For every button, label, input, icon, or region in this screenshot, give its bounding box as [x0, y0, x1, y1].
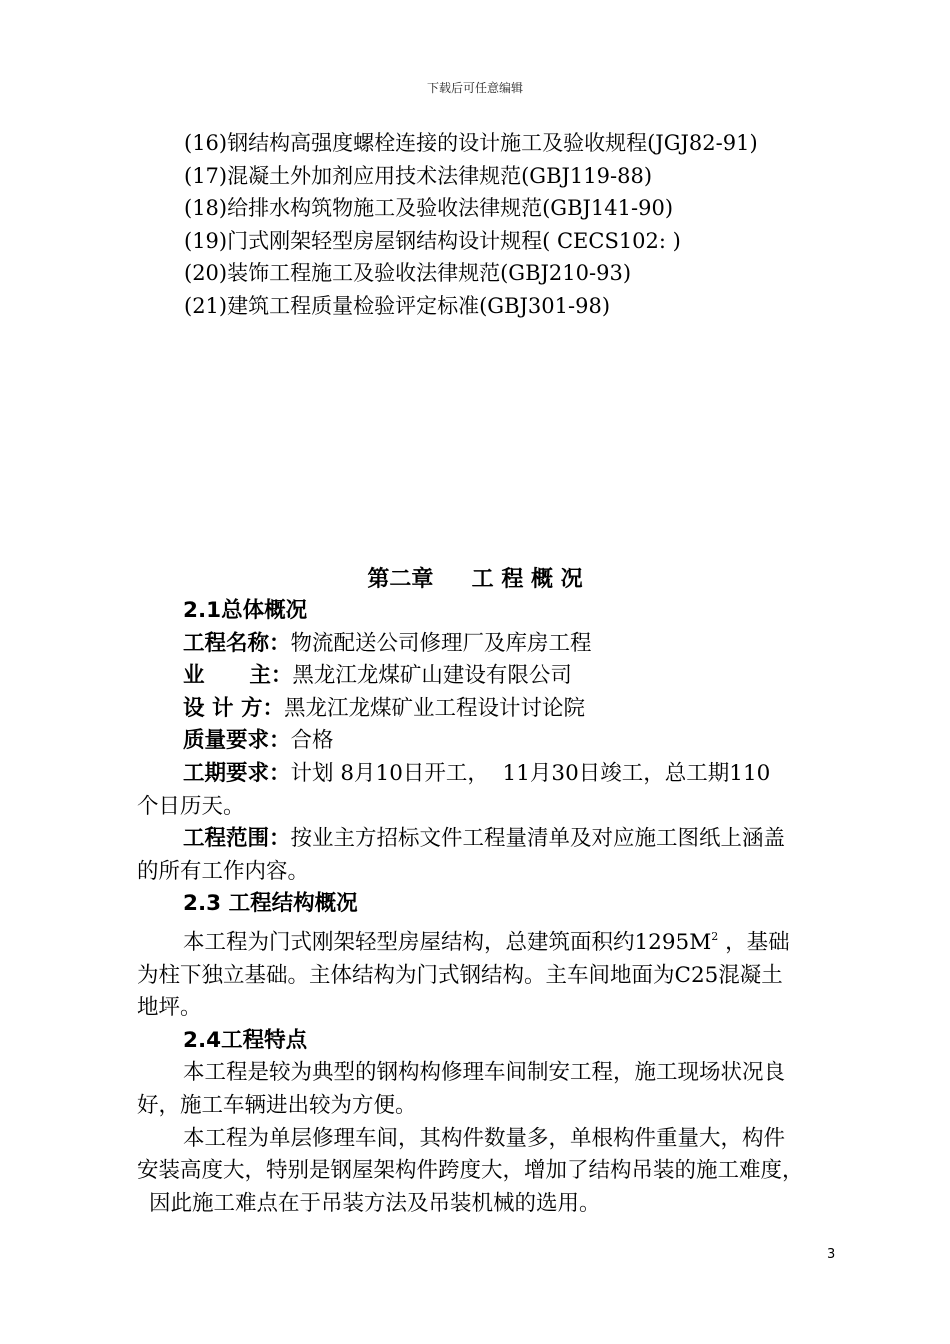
- scope-line: [137, 823, 837, 856]
- chapter-title: 第二章 工 程 概 况: [367, 567, 583, 592]
- quality-line: [137, 725, 837, 758]
- reference-item: (17)混凝土外加剂应用技术法律规范(GBJ119-88): [184, 163, 653, 188]
- schedule-label: 工期要求：: [183, 760, 291, 786]
- designer-line: [137, 693, 837, 726]
- designer-value: 黑龙江龙煤矿业工程设计讨论院: [283, 695, 585, 721]
- features-paragraph-line: 本工程为单层修理车间，其构件数量多，单根构件重量大，构件: [183, 1125, 786, 1151]
- reference-item: (16)钢结构高强度螺栓连接的设计施工及验收规程(JGJ82-91): [184, 131, 758, 155]
- structure-text-a: 本工程为门式刚架轻型房屋结构，总建筑面积约1295M: [183, 929, 712, 955]
- features-paragraph-line: 好，施工车辆进出较为方便。: [137, 1092, 417, 1118]
- reference-item: (19)门式刚架轻型房屋钢结构设计规程( CECS102: ): [184, 228, 681, 253]
- owner-line: [137, 660, 837, 693]
- quality-label: 质量要求：: [183, 728, 291, 754]
- reference-list: [184, 127, 884, 322]
- project-name-value: 物流配送公司修理厂及库房工程: [290, 630, 592, 656]
- scope-continuation: 的所有工作内容。: [137, 858, 310, 884]
- section-heading-2-1: 2.1总体概况: [183, 598, 308, 623]
- features-paragraph-line: 因此施工难点在于吊装方法及吊装机械的选用。: [149, 1190, 601, 1216]
- page-number: 3: [827, 1247, 836, 1262]
- project-name-line: [137, 628, 837, 661]
- project-name-label: 工程名称：: [183, 630, 291, 656]
- chapter-body: [137, 595, 837, 1220]
- page-header: 下载后可任意编辑: [426, 81, 523, 95]
- area-superscript: 2: [711, 929, 719, 943]
- structure-paragraph-line: [137, 921, 837, 960]
- structure-paragraph-line: 地坪。: [137, 995, 202, 1021]
- scope-value: 按业主方招标文件工程量清单及对应施工图纸上涵盖: [290, 826, 786, 852]
- features-paragraph-line: 本工程是较为典型的钢构构修理车间制安工程，施工现场状况良: [183, 1060, 786, 1086]
- schedule-value: 计划 8月10日开工， 11月30日竣工，总工期110: [290, 760, 771, 786]
- owner-value: 黑龙江龙煤矿山建设有限公司: [292, 663, 572, 689]
- reference-item: (18)给排水构筑物施工及验收法律规范(GBJ141-90): [184, 196, 674, 220]
- section-heading-2-3: 2.3 工程结构概况: [183, 891, 358, 917]
- reference-item: (20)装饰工程施工及验收法律规范(GBJ210-93): [184, 261, 632, 285]
- reference-item: (21)建筑工程质量检验评定标准(GBJ301-98): [184, 293, 611, 318]
- section-heading-2-4: 2.4工程特点: [183, 1027, 308, 1053]
- structure-paragraph-line: 为柱下独立基础。主体结构为门式钢结构。主车间地面为C25混凝土: [137, 962, 783, 988]
- owner-label: 业 主：: [183, 663, 293, 689]
- schedule-continuation: 个日历天。: [137, 793, 245, 819]
- structure-text-b: ，基础: [718, 929, 790, 955]
- scope-label: 工程范围：: [183, 826, 291, 852]
- quality-value: 合格: [290, 728, 334, 754]
- designer-label: 设 计 方：: [183, 695, 284, 721]
- features-paragraph-line: 安装高度大，特别是钢屋架构件跨度大，增加了结构吊装的施工难度，: [137, 1158, 804, 1184]
- schedule-line: [137, 758, 837, 791]
